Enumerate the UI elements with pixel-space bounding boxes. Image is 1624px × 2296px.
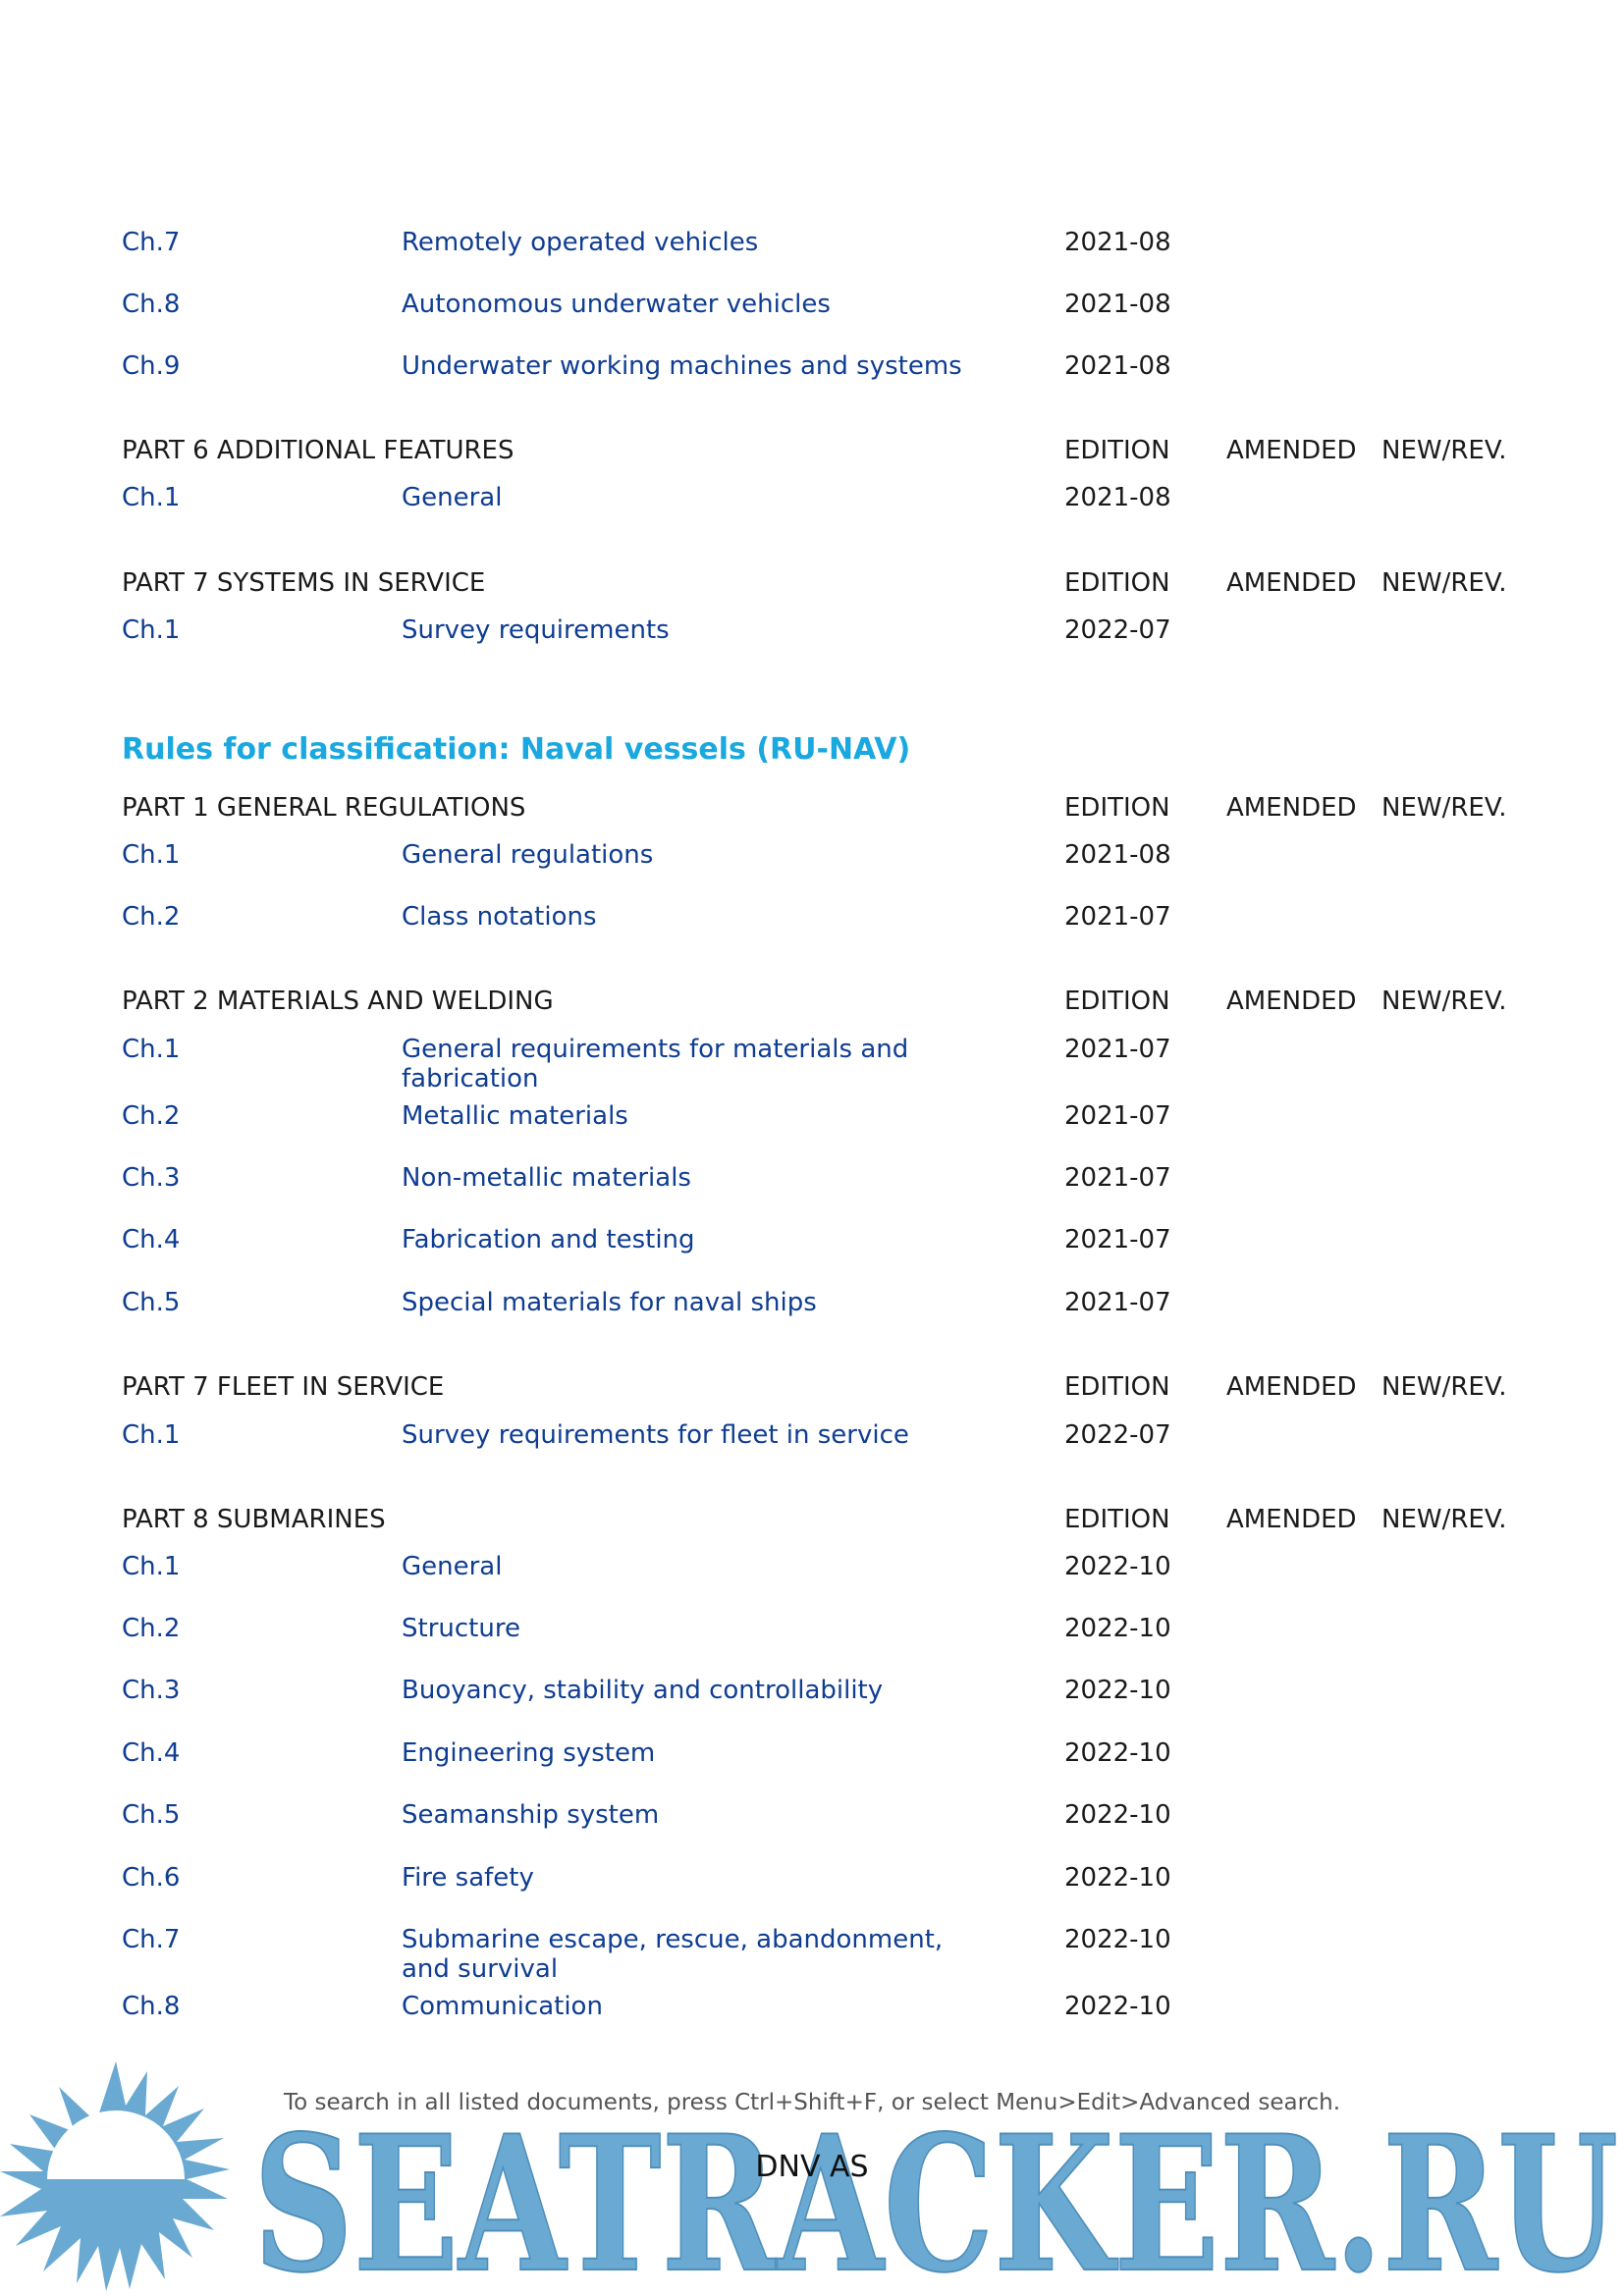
- part-heading: PART 2 MATERIALS AND WELDING: [122, 987, 554, 1016]
- chapter-number[interactable]: Ch.1: [122, 1035, 181, 1064]
- edition-header: EDITION: [1064, 1372, 1170, 1402]
- chapter-title-link[interactable]: Fabrication and testing: [402, 1225, 695, 1255]
- chapter-row[interactable]: [0, 1288, 1624, 1327]
- amended-header: AMENDED: [1226, 987, 1357, 1016]
- chapter-number[interactable]: Ch.4: [122, 1738, 181, 1768]
- chapter-number[interactable]: Ch.2: [122, 1101, 181, 1131]
- chapter-title-link[interactable]: Structure: [402, 1614, 520, 1643]
- chapter-title-link[interactable]: Fire safety: [402, 1863, 534, 1893]
- chapter-number[interactable]: Ch.1: [122, 615, 181, 645]
- chapter-number[interactable]: Ch.8: [122, 290, 181, 319]
- edition-header: EDITION: [1064, 987, 1170, 1016]
- chapter-title-link[interactable]: Engineering system: [402, 1738, 656, 1768]
- chapter-row[interactable]: [0, 1992, 1624, 2031]
- search-hint: To search in all listed documents, press Ctrl+Shift+F, or select Menu>Edit>Advanced search.: [283, 2090, 1341, 2115]
- chapter-row[interactable]: [0, 1035, 1624, 1103]
- chapter-row[interactable]: [0, 1800, 1624, 1840]
- chapter-title-link[interactable]: Survey requirements: [402, 615, 670, 645]
- chapter-row[interactable]: [0, 1552, 1624, 1591]
- chapter-number[interactable]: Ch.3: [122, 1676, 181, 1705]
- chapter-title-link[interactable]: Communication: [402, 1992, 603, 2021]
- chapter-title-link[interactable]: Survey requirements for fleet in service: [402, 1420, 909, 1450]
- chapter-row[interactable]: [0, 1420, 1624, 1460]
- chapter-title-link[interactable]: Class notations: [402, 902, 597, 932]
- part-header: [0, 987, 1624, 1026]
- chapter-row[interactable]: [0, 1676, 1624, 1715]
- new-rev-header: NEW/REV.: [1381, 436, 1507, 465]
- chapter-row[interactable]: [0, 228, 1624, 267]
- chapter-row[interactable]: [0, 840, 1624, 880]
- edition-date: 2021-07: [1064, 1035, 1171, 1064]
- amended-header: AMENDED: [1226, 436, 1357, 465]
- edition-header: EDITION: [1064, 568, 1170, 598]
- edition-date: 2022-10: [1064, 1925, 1171, 1954]
- chapter-number[interactable]: Ch.4: [122, 1225, 181, 1255]
- chapter-number[interactable]: Ch.1: [122, 483, 181, 512]
- chapter-number[interactable]: Ch.8: [122, 1992, 181, 2021]
- chapter-number[interactable]: Ch.2: [122, 1614, 181, 1643]
- chapter-title-link[interactable]: Submarine escape, rescue, abandonment, and survival: [402, 1925, 944, 1984]
- part-header: [0, 1372, 1624, 1412]
- chapter-number[interactable]: Ch.1: [122, 1420, 181, 1450]
- new-rev-header: NEW/REV.: [1381, 568, 1507, 598]
- chapter-row[interactable]: [0, 1925, 1624, 1994]
- chapter-number[interactable]: Ch.1: [122, 840, 181, 870]
- part-heading: PART 8 SUBMARINES: [122, 1505, 386, 1534]
- edition-date: 2022-07: [1064, 615, 1171, 645]
- new-rev-header: NEW/REV.: [1381, 793, 1507, 823]
- chapter-row[interactable]: [0, 1863, 1624, 1902]
- chapter-row[interactable]: [0, 351, 1624, 391]
- amended-header: AMENDED: [1226, 1372, 1357, 1402]
- chapter-title-link[interactable]: General: [402, 1552, 503, 1581]
- chapter-title-link[interactable]: Special materials for naval ships: [402, 1288, 817, 1317]
- chapter-row[interactable]: [0, 1163, 1624, 1202]
- rules-section-title: Rules for classification: Naval vessels (RU-NAV): [122, 732, 911, 767]
- chapter-number[interactable]: Ch.6: [122, 1863, 181, 1893]
- edition-date: 2021-08: [1064, 840, 1171, 870]
- chapter-row[interactable]: [0, 290, 1624, 329]
- edition-date: 2021-07: [1064, 1225, 1171, 1255]
- part-header: [0, 1505, 1624, 1544]
- chapter-title-link[interactable]: General requirements for materials and fabrication: [402, 1035, 909, 1094]
- part-heading: PART 6 ADDITIONAL FEATURES: [122, 436, 514, 465]
- edition-date: 2021-07: [1064, 1288, 1171, 1317]
- chapter-title-link[interactable]: General regulations: [402, 840, 654, 870]
- edition-date: 2021-07: [1064, 902, 1171, 932]
- chapter-title-link[interactable]: Remotely operated vehicles: [402, 228, 759, 257]
- edition-date: 2021-07: [1064, 1101, 1171, 1131]
- chapter-row[interactable]: [0, 1101, 1624, 1141]
- chapter-number[interactable]: Ch.7: [122, 228, 181, 257]
- edition-date: 2022-10: [1064, 1863, 1171, 1893]
- part-header: [0, 568, 1624, 608]
- chapter-number[interactable]: Ch.9: [122, 351, 181, 381]
- chapter-title-link[interactable]: Non-metallic materials: [402, 1163, 691, 1193]
- edition-date: 2021-07: [1064, 1163, 1171, 1193]
- part-header: [0, 436, 1624, 475]
- chapter-title-link[interactable]: Underwater working machines and systems: [402, 351, 962, 381]
- chapter-number[interactable]: Ch.3: [122, 1163, 181, 1193]
- edition-header: EDITION: [1064, 436, 1170, 465]
- watermark-text: SEATRACKER.RU: [253, 2095, 1618, 2296]
- chapter-title-link[interactable]: General: [402, 483, 503, 512]
- edition-date: 2021-08: [1064, 228, 1171, 257]
- edition-date: 2021-08: [1064, 483, 1171, 512]
- edition-date: 2022-10: [1064, 1738, 1171, 1768]
- chapter-number[interactable]: Ch.2: [122, 902, 181, 932]
- amended-header: AMENDED: [1226, 568, 1357, 598]
- company-name: DNV AS: [755, 2150, 869, 2184]
- chapter-number[interactable]: Ch.7: [122, 1925, 181, 1954]
- edition-date: 2021-08: [1064, 290, 1171, 319]
- edition-date: 2022-07: [1064, 1420, 1171, 1450]
- edition-header: EDITION: [1064, 793, 1170, 823]
- new-rev-header: NEW/REV.: [1381, 1372, 1507, 1402]
- chapter-number[interactable]: Ch.5: [122, 1800, 181, 1830]
- chapter-row[interactable]: [0, 483, 1624, 522]
- chapter-title-link[interactable]: Metallic materials: [402, 1101, 628, 1131]
- edition-header: EDITION: [1064, 1505, 1170, 1534]
- chapter-title-link[interactable]: Seamanship system: [402, 1800, 660, 1830]
- chapter-row[interactable]: [0, 615, 1624, 655]
- part-heading: PART 1 GENERAL REGULATIONS: [122, 793, 526, 823]
- amended-header: AMENDED: [1226, 1505, 1357, 1534]
- edition-date: 2021-08: [1064, 351, 1171, 381]
- edition-date: 2022-10: [1064, 1992, 1171, 2021]
- edition-date: 2022-10: [1064, 1676, 1171, 1705]
- part-heading: PART 7 FLEET IN SERVICE: [122, 1372, 445, 1402]
- chapter-row[interactable]: [0, 902, 1624, 941]
- new-rev-header: NEW/REV.: [1381, 987, 1507, 1016]
- new-rev-header: NEW/REV.: [1381, 1505, 1507, 1534]
- edition-date: 2022-10: [1064, 1552, 1171, 1581]
- part-heading: PART 7 SYSTEMS IN SERVICE: [122, 568, 486, 598]
- chapter-row[interactable]: [0, 1738, 1624, 1778]
- chapter-number[interactable]: Ch.5: [122, 1288, 181, 1317]
- edition-date: 2022-10: [1064, 1614, 1171, 1643]
- chapter-title-link[interactable]: Autonomous underwater vehicles: [402, 290, 831, 319]
- chapter-row[interactable]: [0, 1225, 1624, 1264]
- part-header: [0, 793, 1624, 832]
- amended-header: AMENDED: [1226, 793, 1357, 823]
- chapter-title-link[interactable]: Buoyancy, stability and controllability: [402, 1676, 884, 1705]
- chapter-row[interactable]: [0, 1614, 1624, 1653]
- chapter-number[interactable]: Ch.1: [122, 1552, 181, 1581]
- edition-date: 2022-10: [1064, 1800, 1171, 1830]
